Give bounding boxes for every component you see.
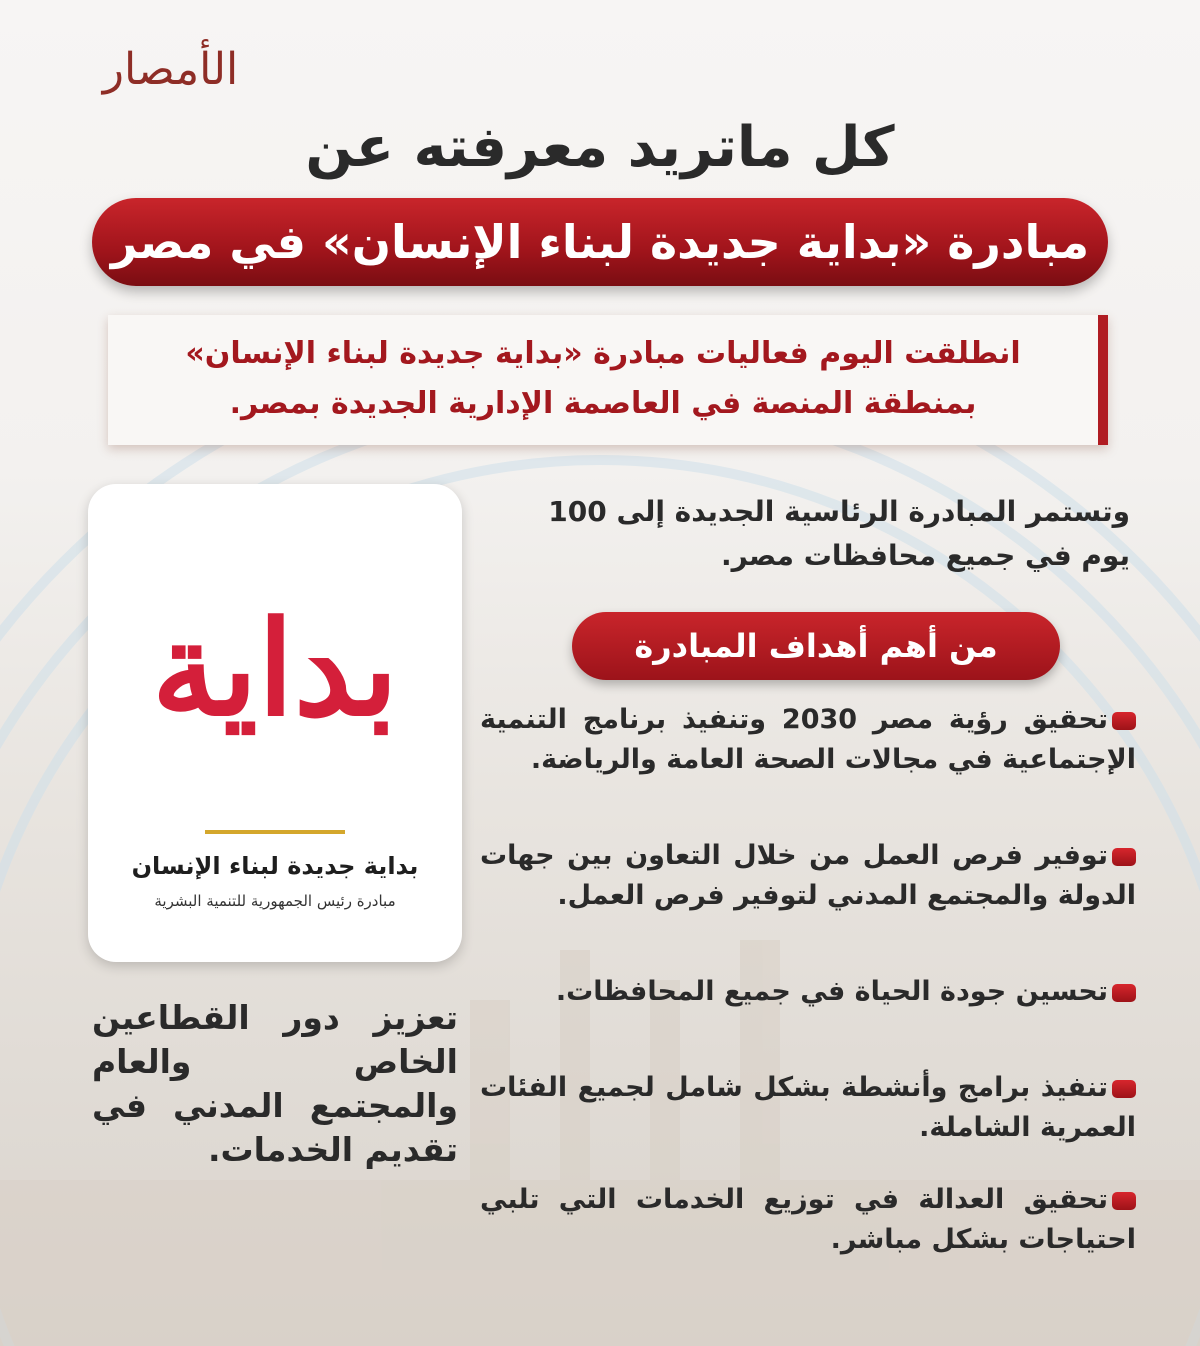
bullet-icon [1112,1080,1136,1098]
bullet-icon [1112,1192,1136,1210]
initiative-logo-art [118,524,432,814]
title-banner-text: مبادرة «بداية جديدة لبناء الإنسان» في مصر [110,215,1090,269]
goal-text: تحسين جودة الحياة في جميع المحافظات. [555,976,1108,1007]
goals-heading-text: من أهم أهداف المبادرة [634,627,998,665]
bullet-icon [1112,848,1136,866]
goal-text: تحقيق رؤية مصر 2030 وتنفيذ برنامج التنمية الإجتماعية في مجالات الصحة العامة والرياضة. [480,704,1136,775]
bullet-icon [1112,712,1136,730]
card-title: بداية جديدة لبناء الإنسان [131,852,419,880]
goal-text: توفير فرص العمل من خلال التعاون بين جهات الدولة والمجتمع المدني لتوفير فرص العمل. [480,840,1136,911]
brand-logo [88,40,253,100]
card-divider [205,830,345,834]
goal-text: تنفيذ برامج وأنشطة بشكل شامل لجميع الفئات العمرية الشاملة. [480,1072,1136,1143]
bullet-icon [1112,984,1136,1002]
intro-box [108,315,1108,445]
goal-text: تحقيق العدالة في توزيع الخدمات التي تلبي احتياجات بشكل مباشر. [480,1184,1136,1255]
side-goal-text: تعزيز دور القطاعين الخاص والعام والمجتمع المدني في تقديم الخدمات. [92,998,458,1169]
goals-heading [572,612,1060,680]
page-title: كل ماتريد معرفته عن [305,115,895,180]
brand-logo-text: الأمصار [102,44,239,95]
goal-item [480,1180,1136,1260]
initiative-logo-card [88,484,462,962]
duration-text: وتستمر المبادرة الرئاسية الجديدة إلى 100 يوم في جميع محافظات مصر. [548,495,1130,572]
goal-item [480,972,1136,1012]
card-subtitle: مبادرة رئيس الجمهورية للتنمية البشرية [154,892,396,910]
goal-item [480,1068,1136,1148]
goal-item [480,700,1136,780]
title-banner [92,198,1108,286]
goal-item [480,836,1136,916]
intro-text: انطلقت اليوم فعاليات مبادرة «بداية جديدة لبناء الإنسان» بمنطقة المنصة في العاصمة الإدارية الجديدة بمصر. [185,336,1021,421]
initiative-logo-art-text: بداية [151,592,399,745]
